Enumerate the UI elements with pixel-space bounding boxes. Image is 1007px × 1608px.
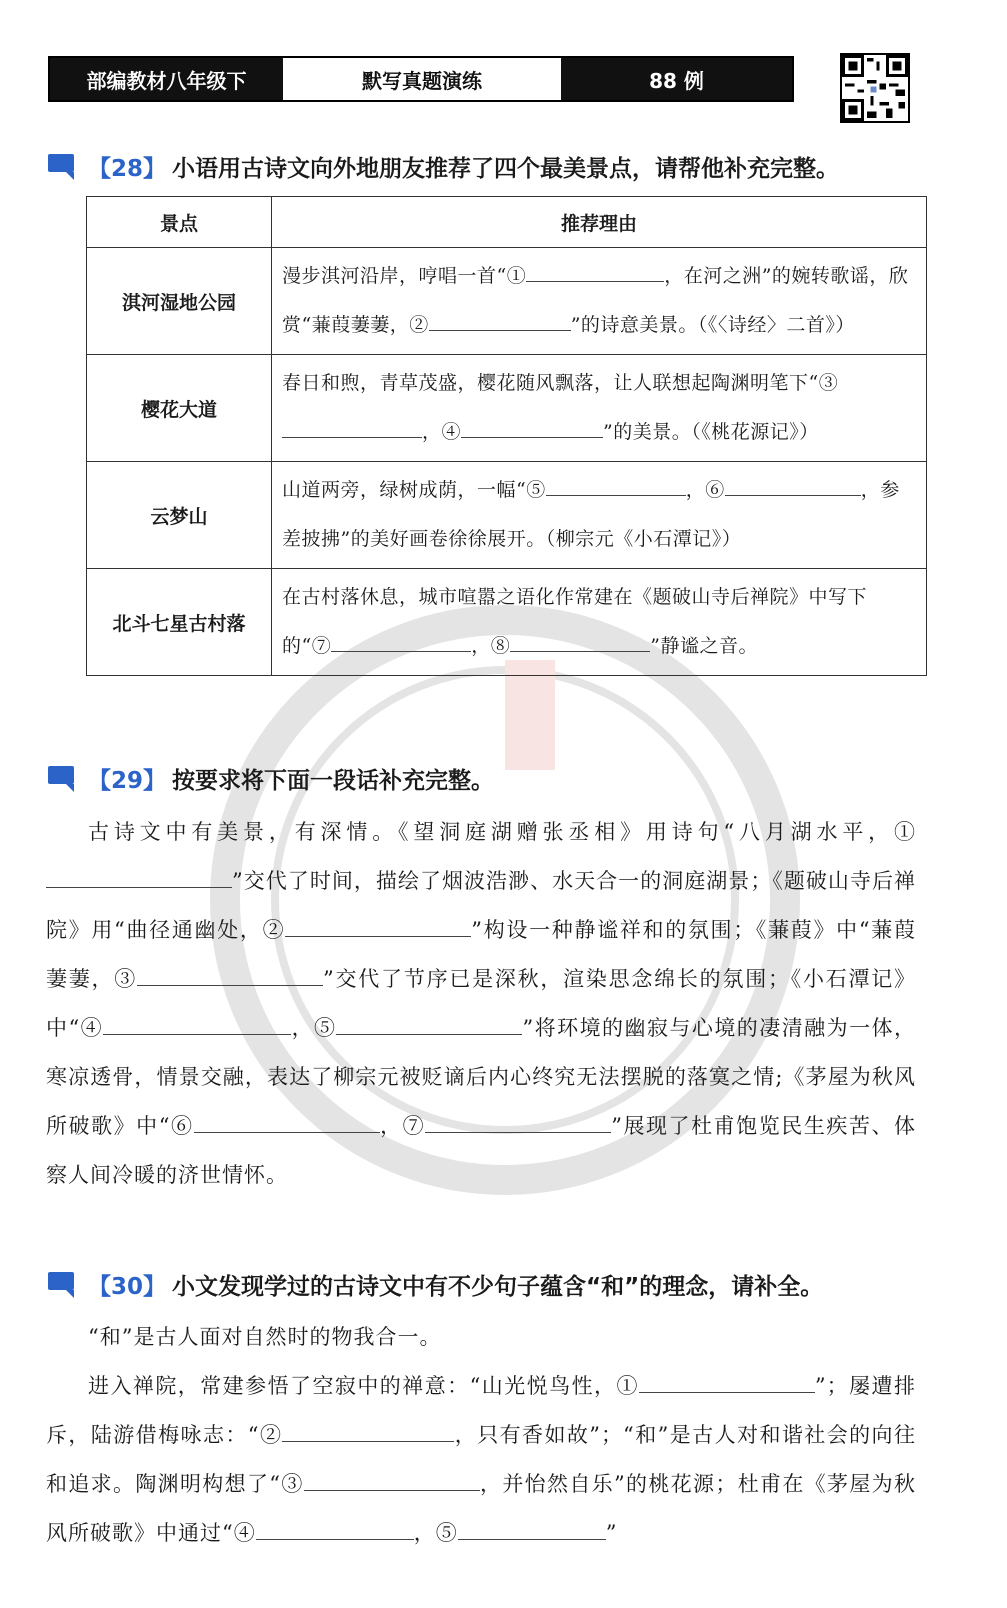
table-row [87,462,927,569]
question-number: 【29】 [88,768,167,794]
reason-cell: 漫步淇河沿岸，哼唱一首“① ，在河之洲”的婉转歌谣，欣赏“蒹葭萋萋，② ”的诗意美景。（《〈诗经〉二首》） [272,248,927,355]
answer-blank[interactable] [103,1012,291,1035]
answer-blank[interactable] [304,1468,480,1491]
answer-blank[interactable] [725,473,861,496]
column-header-reason: 推荐理由 [272,197,927,248]
question-number: 【28】 [88,156,167,182]
question-29-heading [48,762,494,795]
table-header-row [87,197,927,248]
answer-blank[interactable] [526,259,664,282]
reason-cell: 春日和煦，青草茂盛，樱花随风飘落，让人联想起陶渊明笔下“③，④ ”的美景。（《桃花源记》） [272,355,927,462]
table-row [87,569,927,676]
question-30-intro: “和”是古人面对自然时的物我合一。 [88,1325,442,1349]
bookmark-icon [48,1272,78,1298]
question-30-paragraph: 进入禅院，常建参悟了空寂中的禅意：“山光悦鸟性，① ”；屡遭排斥，陆游借梅咏志：“② ，只有香如故”；“和”是古人对和谐社会的向往和追求。陶渊明构想了“③ ，并怡然自乐”的桃花源；杜甫在《茅屋为秋风所破歌》中通过“④ ，⑤ ” [46,1362,916,1558]
spot-cell: 樱花大道 [87,355,272,462]
answer-blank[interactable] [282,415,422,438]
answer-blank[interactable] [256,1517,414,1540]
question-title: 小语用古诗文向外地朋友推荐了四个最美景点，请帮他补充完整。 [172,156,840,182]
question-number: 【30】 [88,1274,167,1300]
question-30-heading [48,1268,823,1301]
answer-blank[interactable] [639,1370,815,1393]
table-row [87,355,927,462]
answer-blank[interactable] [282,1419,454,1442]
answer-blank[interactable] [546,473,686,496]
answer-blank[interactable] [425,1110,611,1133]
header-count: 88 例 [561,58,792,100]
question-29-paragraph: 古诗文中有美景，有深情。《望洞庭湖赠张丞相》用诗句“八月湖水平，①”交代了时间，描绘了烟波浩渺、水天合一的洞庭湖景；《题破山寺后禅院》用“曲径通幽处，② ”构设一种静谧祥和的氛围；《蒹葭》中“蒹葭萋萋，③ ”交代了节序已是深秋，渲染思念绵长的氛围；《小石潭记》中“④ ，⑤ ”将环境的幽寂与心境的凄清融为一体，寒凉透骨，情景交融，表达了柳宗元被贬谪后内心终究无法摆脱的落寞之情;《茅屋为秋风所破歌》中“⑥ ，⑦ ”展现了杜甫饱览民生疾苦、体察人间冷暖的济世情怀。 [46,820,917,1187]
answer-blank[interactable] [458,1517,606,1540]
spot-cell: 北斗七星古村落 [87,569,272,676]
answer-blank[interactable] [46,865,232,888]
table-row [87,248,927,355]
answer-blank[interactable] [331,629,471,652]
bookmark-icon [48,766,78,792]
recommendation-table [86,196,927,676]
answer-blank[interactable] [429,308,571,331]
answer-blank[interactable] [194,1110,380,1133]
question-28-heading [48,150,839,183]
column-header-spot: 景点 [87,197,272,248]
answer-blank[interactable] [461,415,603,438]
answer-blank[interactable] [137,963,323,986]
spot-cell: 淇河湿地公园 [87,248,272,355]
spot-cell: 云梦山 [87,462,272,569]
answer-blank[interactable] [336,1012,522,1035]
header-topic: 默写真题演练 [283,58,561,100]
answer-blank[interactable] [510,629,650,652]
header-bar [48,56,794,102]
header-textbook: 部编教材八年级下 [50,58,283,100]
question-title: 小文发现学过的古诗文中有不少句子蕴含“和”的理念，请补全。 [172,1274,824,1300]
bookmark-icon [48,154,78,180]
answer-blank[interactable] [285,914,471,937]
reason-cell: 在古村落休息，城市喧嚣之语化作常建在《题破山寺后禅院》中写下的“⑦ ，⑧ ”静谧之音。 [272,569,927,676]
question-title: 按要求将下面一段话补充完整。 [172,768,495,794]
qr-code [840,53,910,123]
reason-cell: 山道两旁，绿树成荫，一幅“⑤ ，⑥ ，参差披拂”的美好画卷徐徐展开。（柳宗元《小石潭记》） [272,462,927,569]
